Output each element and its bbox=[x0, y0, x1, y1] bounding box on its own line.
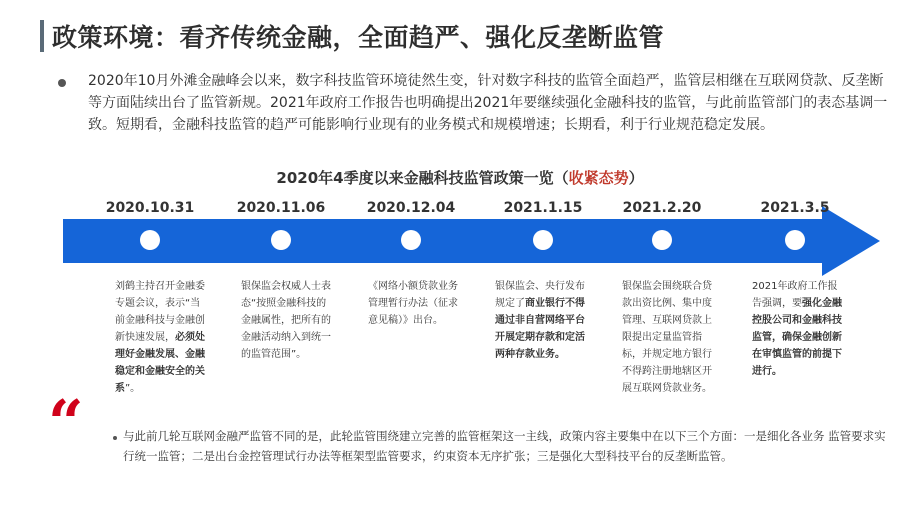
event-description bbox=[368, 278, 460, 329]
event-text: 银保监会、央行发布规定了 bbox=[495, 281, 585, 309]
event-date: 2021.3.5 bbox=[760, 200, 830, 216]
summary-note: 与此前几轮互联网金融严监管不同的是，此轮监管围绕建立完善的监管框架这一主线，政策内容主要集中在以下三个方面：一是细化各业务 监管要求实行统一监管；二是出台金控管理试行办法等框架型监管要求，约束资本无序扩张；三是强化大型科技平台的反垄断监管。 bbox=[123, 429, 886, 463]
event-date: 2020.12.04 bbox=[366, 200, 456, 216]
event-text-emphasis: 强化金融控股公司和金融科技监管，确保金融创新在审慎监管的前提下进行。 bbox=[752, 298, 842, 377]
event-description bbox=[115, 278, 207, 397]
timeline-marker bbox=[401, 230, 421, 250]
event-text-tail: ”。 bbox=[125, 383, 141, 394]
event-description bbox=[495, 278, 587, 363]
note-bullet-dot bbox=[113, 436, 117, 440]
event-description bbox=[752, 278, 844, 380]
timeline-marker bbox=[785, 230, 805, 250]
event-description bbox=[622, 278, 714, 397]
event-description bbox=[241, 278, 333, 363]
event-text-emphasis: 商业银行不得通过非自营网络平台开展定期存款和定活两种存款业务。 bbox=[495, 298, 585, 360]
event-text: 银保监会权威人士表态“按照金融科技的金融属性，把所有的金融活动纳入到统一的监管范围”。 bbox=[241, 281, 331, 360]
timeline-title-accent: 收紧态势 bbox=[568, 169, 629, 187]
event-text-emphasis: 必须处理好金融发展、金融稳定和金融安全的关系 bbox=[115, 332, 205, 394]
event-text: 2021年政府工作报告强调，要 bbox=[752, 281, 838, 309]
timeline-title-end: ） bbox=[628, 169, 644, 187]
event-text: 《网络小额贷款业务管理暂行办法（征求意见稿）》出台。 bbox=[368, 281, 458, 326]
timeline-marker bbox=[533, 230, 553, 250]
event-text: 刘鹤主持召开金融委专题会议，表示“当前金融科技与金融创新快速发展， bbox=[115, 281, 205, 343]
page-title: 政策环境：看齐传统金融，全面趋严、强化反垄断监管 bbox=[52, 23, 665, 52]
event-date: 2020.11.06 bbox=[236, 200, 326, 216]
event-date: 2020.10.31 bbox=[105, 200, 195, 216]
intro-paragraph: 2020年10月外滩金融峰会以来，数字科技监管环境徒然生变，针对数字科技的监管全面趋严，监管层相继在互联网贷款、反垄断等方面陆续出台了监管新规。2021年政府工作报告也明确提出2021年要继续强化金融科技的监管，与此前监管部门的表态基调一致。短期看，金融科技监管的趋严可能影响行业现有的业务模式和规模增速；长期看，利于行业规范稳定发展。 bbox=[88, 73, 888, 133]
event-date: 2021.1.15 bbox=[503, 200, 583, 216]
timeline-marker bbox=[271, 230, 291, 250]
event-date: 2021.2.20 bbox=[622, 200, 702, 216]
event-text: 银保监会围绕联合贷款出资比例、集中度管理、互联网贷款上限提出定量监管指标，并规定地方银行不得跨注册地辖区开展互联网贷款业务。 bbox=[622, 281, 712, 394]
timeline-title-main: 2020年4季度以来金融科技监管政策一览（ bbox=[276, 169, 569, 187]
timeline-arrow-shape bbox=[63, 206, 880, 276]
quote-mark-icon: “ bbox=[48, 386, 84, 459]
timeline-marker bbox=[140, 230, 160, 250]
timeline-marker bbox=[652, 230, 672, 250]
